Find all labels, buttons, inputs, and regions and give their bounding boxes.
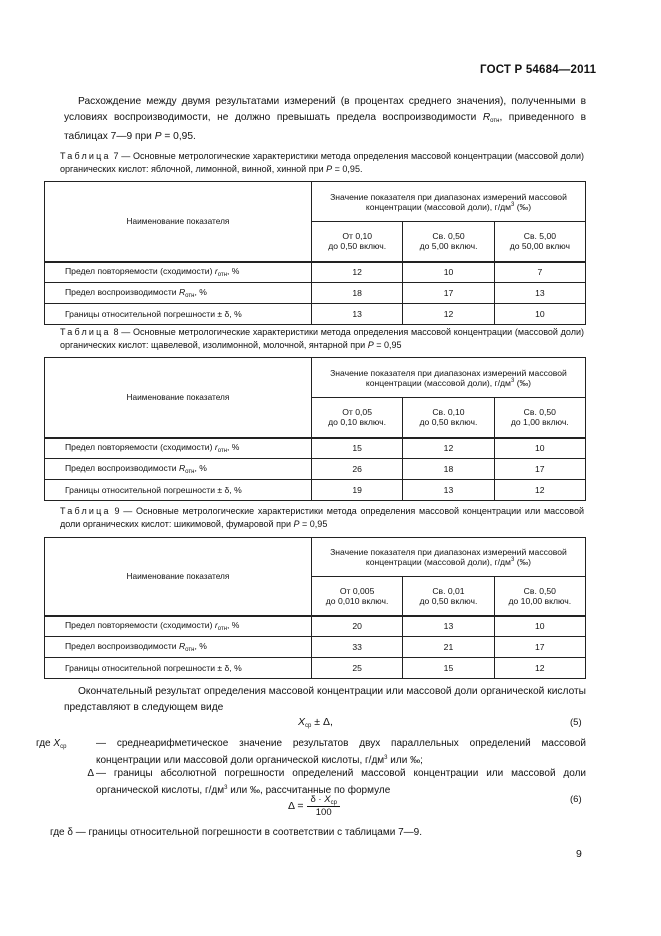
table-row: Границы относительной погрешности ± δ, % 13 12 10 [45,304,586,325]
range-cell: Св. 0,50 до 1,00 включ. [494,398,585,438]
range-cell: Св. 0,50 до 10,00 включ. [494,577,585,616]
row-header: Наименование показателя [45,538,312,616]
table-row: Предел воспроизводимости $R_{отн}$, % 18 17 13 [45,283,586,304]
equation-number-6: (6) [570,794,582,805]
equation-number-5: (5) [570,717,582,728]
table-row: Предел повторяемости (сходимости) $r_{отн}$, % 15 12 10 [45,438,586,459]
col-header: Значение показателя при диапазонах измерений массовой концентрации (массовой доли), $г/дм^3$ (‰) [312,182,586,222]
table-row: Предел воспроизводимости $R_{отн}$, % 33 21 17 [45,637,586,658]
table-row: Предел воспроизводимости $R_{отн}$, % 26 18 17 [45,459,586,480]
formula-5: $X_{ср} \pm \Delta$, [298,716,333,729]
document-header: ГОСТ Р 54684—2011 [480,64,597,76]
page-number: 9 [576,848,582,860]
table9-caption: Таблица 9 — Основные метрологические характеристики метода определения массовой концентрации или массовой доли органических кислот: шикимовой, фумаровой при P = 0,95 [60,506,584,529]
table-row: Предел повторяемости (сходимости) $r_{отн}$, % 20 13 10 [45,616,586,637]
range-cell: От 0,005 до 0,010 включ. [311,577,402,616]
table7-caption: Таблица 7 — Основные метрологические характеристики метода определения массовой концентрации (массовой доли) органических кислот: яблочной, лимонной, винной, хинной при P = 0,95. [60,151,584,174]
table-9 [44,537,586,679]
range-cell: От 0,10 до 0,50 включ. [312,222,403,262]
range-cell: Св. 0,01 до 0,50 включ. [403,577,494,616]
row-header: Наименование показателя [45,182,312,262]
formula-6: Δ = $\delta \cdot X_{ср}$ 100 [288,794,340,818]
definition-d: где δ — границы относительной погрешности в соответствии с таблицами 7—9. [50,827,423,838]
table-8 [44,357,586,501]
definition-delta: Δ — границы абсолютной погрешности определений массовой концентрации или массовой доли органической кислоты, $г/дм^3$ или ‰, рассчитанные по формуле [87,768,586,796]
table8-caption: Таблица 8 — Основные метрологические характеристики метода определения массовой концентрации (массовой доли) органических кислот: щавелевой, изолимонной, молочной, янтарной при P = 0,95 [60,327,584,350]
range-cell: Св. 0,50 до 5,00 включ. [403,222,494,262]
range-cell: Св. 0,10 до 0,50 включ. [403,398,494,438]
definition-x: где $X_{ср}$ — среднеарифметическое значение результатов двух параллельных определений массовой концентрации или массовой доли органической кислоты, $г/дм^3$ или ‰; [36,738,586,766]
row-header: Наименование показателя [45,358,312,438]
table-row: Границы относительной погрешности ± δ, % 19 13 12 [45,480,586,501]
range-cell: От 0,05 до 0,10 включ. [311,398,402,438]
intro-paragraph: Расхождение между двумя результатами измерений (в процентах среднего значения), полученными в условиях воспроизводимости, не должно превышать предела воспроизводимости $R_{отн}$, приведенного в таблицах 7—9 при P = 0,95. [64,96,586,142]
table-7 [44,181,586,325]
table-row: Предел повторяемости (сходимости) $r_{отн}$, % 12 10 7 [45,262,586,283]
col-header: Значение показателя при диапазонах измерений массовой концентрации (массовой доли), $г/дм^3$ (‰) [311,358,585,398]
table-row: Границы относительной погрешности ± δ, % 25 15 12 [45,658,586,679]
col-header: Значение показателя при диапазонах измерений массовой концентрации (массовой доли), $г/дм^3$ (‰) [311,538,585,577]
final-paragraph: Окончательный результат определения массовой концентрации или массовой доли органической кислоты представляют в следующем виде [64,686,586,713]
range-cell: Св. 5,00 до 50,00 включ [494,222,585,262]
